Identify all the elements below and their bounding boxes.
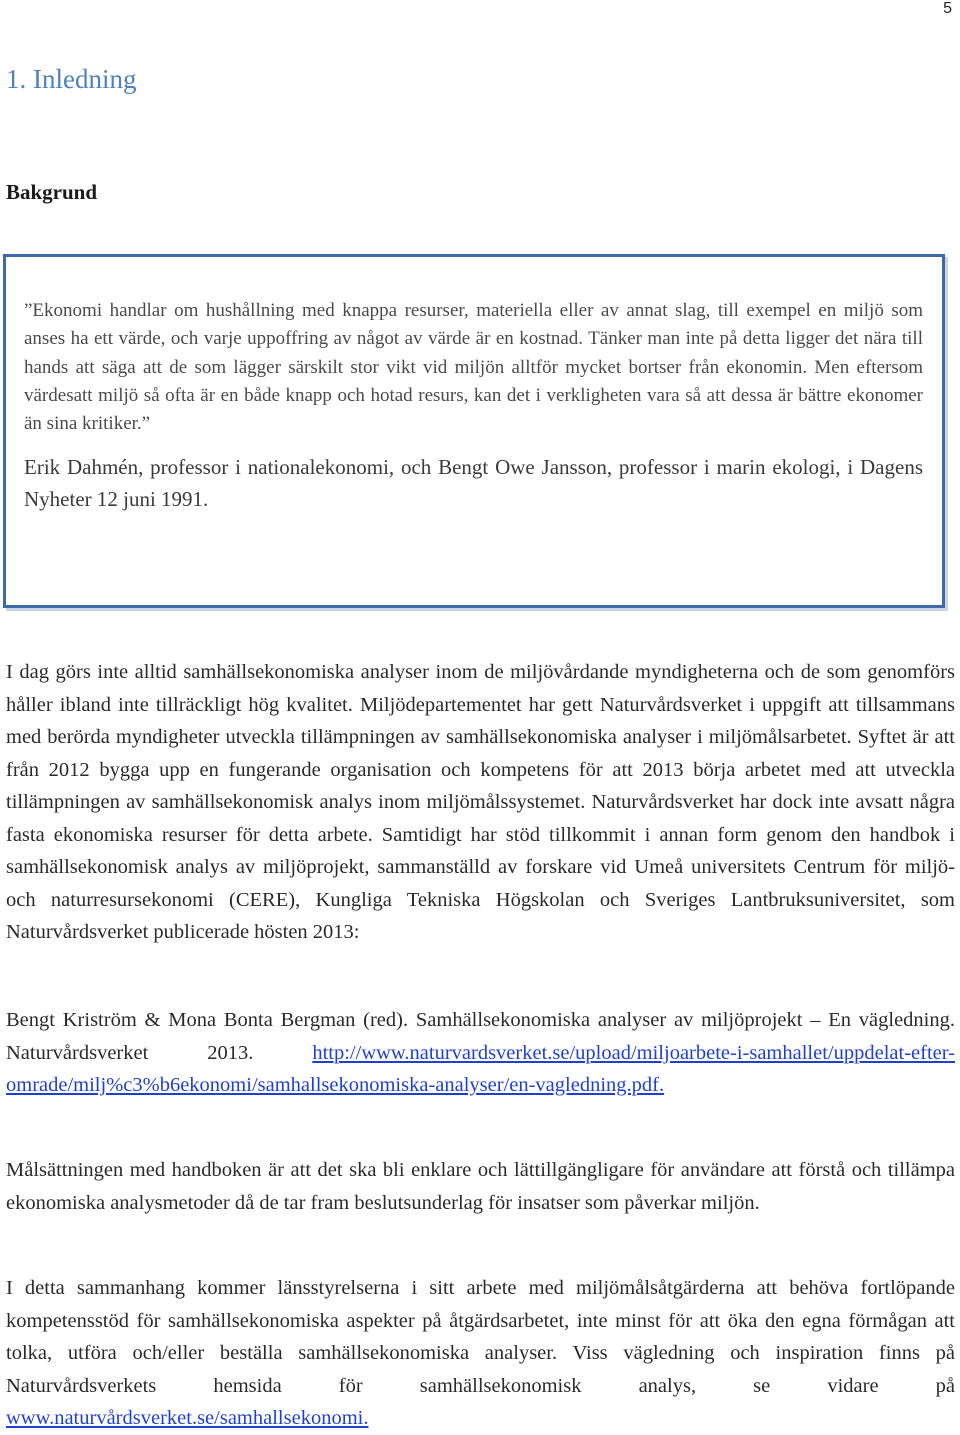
samhallsekonomi-link[interactable]: www.naturvårdsverket.se/samhallsekonomi. xyxy=(6,1407,369,1429)
reference-text: Bengt Kriström & Mona Bonta Bergman (red). Samhällsekonomiska analyser av miljöprojekt – En vägledning. Naturvårdsverket 2013. xyxy=(6,1009,955,1064)
quote-attribution: Erik Dahmén, professor i nationalekonomi, och Bengt Owe Jansson, professor i marin ekologi, i Dagens Nyheter 12 juni 1991. xyxy=(24,455,923,512)
quote-box xyxy=(3,254,945,608)
body-paragraph-3-text: I detta sammanhang kommer länsstyrelserna i sitt arbete med miljömålsåtgärderna att behöva fortlöpande kompetensstöd för samhällsekonomiska aspekter på åtgärdsarbetet, inte minst för att öka den egna förmågan att tolka, utföra och/eller beställa samhällsekonomiska analyser. Viss vägledning och inspiration finns på Naturvårdsverkets hemsida för samhällsekonomisk analys, se vidare på xyxy=(6,1277,955,1397)
body-paragraph-2: Målsättningen med handboken är att det ska bli enklare och lättillgängligare för användare att förstå och tillämpa ekonomiska analysmetoder då de tar fram beslutsunderlag för insatser som påverkar miljön. xyxy=(6,1159,955,1214)
body-paragraph-3 xyxy=(6,1272,955,1435)
reference-paragraph xyxy=(6,1004,955,1102)
reference-link[interactable]: http://www.naturvardsverket.se/upload/miljoarbete-i-samhallet/uppdelat-efter-omrade/milj%c3%b6ekonomi/samhallsekonomiska-analyser/en-vagledning.pdf. xyxy=(6,1041,955,1096)
body-paragraph-1: I dag görs inte alltid samhällsekonomiska analyser inom de miljövårdande myndigheterna och de som genomförs håller ibland inte tillräckligt hög kvalitet. Miljödepartementet har gett Naturvårdsverket i uppgift att tillsammans med berörda myndigheter utveckla tillämpningen av samhällsekonomiska analyser i miljömålsarbetet. Syftet är att från 2012 bygga upp en fungerande organisation och kompetens för att 2013 börja arbetet med att utveckla tillämpningen av samhällsekonomisk analys inom miljömålssystemet. Naturvårdsverket har dock inte avsatt några fasta ekonomiska resurser för detta arbete. Samtidigt har stöd tillkommit i annan form genom den handbok i samhällsekonomisk analys av miljöprojekt, sammanställd av forskare vid Umeå universitets Centrum för miljö- och naturresursekonomi (CERE), Kungliga Tekniska Högskolan och Sveriges Lantbruksuniversitet, som Naturvårdsverket publicerade hösten 2013: xyxy=(6,661,955,943)
page-number: 5 xyxy=(943,0,952,17)
quote-text: ”Ekonomi handlar om hushållning med knappa resurser, materiella eller av annat slag, till exempel en miljö som anses ha ett värde, och varje uppoffring av något av värde är en kostnad. Tänker man inte på detta ligger det nära till hands att säga att de som lägger särskilt stor vikt vid miljön alltför mycket bortser från ekonomin. Men eftersom värdesatt miljö så ofta är en både knapp och hotad resurs, kan det i verkligheten vara så att dessa är bättre ekonomer än sina kritiker.” xyxy=(24,300,923,435)
chapter-heading: 1. Inledning xyxy=(6,64,137,94)
section-heading: Bakgrund xyxy=(6,180,98,204)
